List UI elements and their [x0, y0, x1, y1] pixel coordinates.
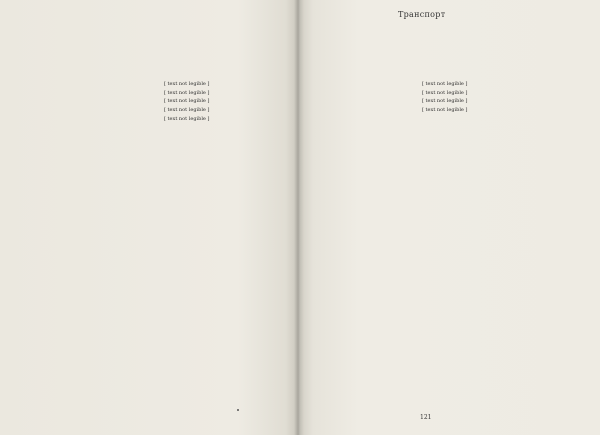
- left-page: [0, 0, 298, 435]
- paragraph: [ text not legible ]: [164, 115, 210, 122]
- page-number: 121: [420, 414, 432, 421]
- paragraph: [ text not legible ]: [164, 98, 210, 105]
- paragraph: [ text not legible ]: [164, 89, 210, 96]
- paragraph: [ text not legible ]: [422, 89, 468, 96]
- paragraph: [ text not legible ]: [422, 98, 468, 105]
- print-mark: [237, 409, 239, 411]
- paragraph: [ text not legible ]: [164, 81, 210, 87]
- paragraph: [ text not legible ]: [422, 81, 468, 87]
- paragraph: [ text not legible ]: [164, 107, 210, 114]
- right-page: [298, 0, 600, 435]
- right-text-column: [415, 80, 547, 115]
- left-text-column: [157, 80, 285, 124]
- paragraph: [ text not legible ]: [422, 107, 468, 114]
- running-head: Транспорт: [398, 10, 446, 19]
